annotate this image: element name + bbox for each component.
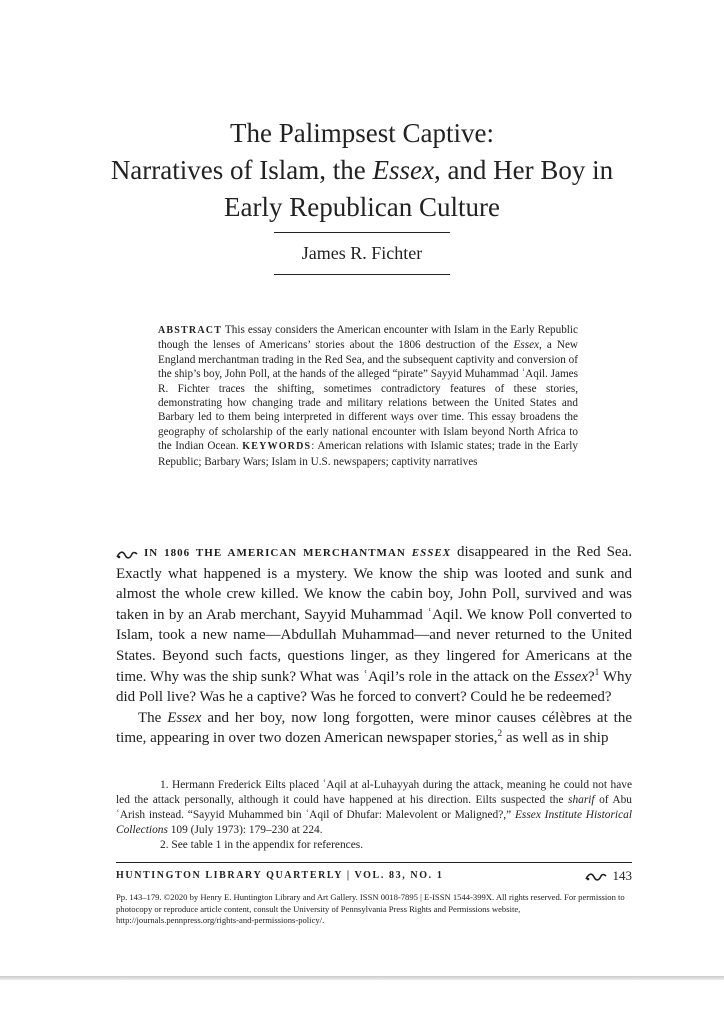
footnotes [116, 778, 632, 853]
lead-caps-italic: ESSEX [411, 547, 452, 559]
journal-name: HUNTINGTON LIBRARY QUARTERLY | VOL. 83, NO. 1 [116, 870, 444, 881]
p1-text-b: ? [587, 668, 595, 685]
title-line-1: The Palimpsest Captive: [230, 118, 494, 148]
page-number: 143 [612, 868, 632, 883]
swash-ornament-icon [585, 871, 607, 883]
footer-rule [116, 862, 632, 863]
paragraph-1 [116, 542, 632, 708]
swash-ornament-icon [116, 547, 138, 559]
title-line-2-start: Narratives of Islam, the [110, 155, 373, 185]
p1-text-c: Why did Poll live? Was he a captive? Was he forced to convert? Could he be redeemed? [116, 668, 632, 706]
author-rule-top [274, 232, 450, 233]
abstract-text-2: , a New England merchantman trading in the Red Sea, and the subsequent captivity and conversion of the ship’s boy, John Poll, at the hands of the alleged “pirate” Sayyid Muhammad ʿAqil. James R. Fichter traces the shifting, sometimes contradictory features of these stories, demonstrating how changing trade and military relations between the United States and Barbary led to them being interpreted in different ways over time. This essay broadens the geography of scholarship of the early national encounter with Islam beyond North Africa to the Indian Ocean. [158, 339, 578, 453]
footnote-ref-2[interactable]: 2 [497, 729, 503, 740]
keywords-label: KEYWORDS [242, 441, 312, 453]
author-rule-bottom [274, 274, 450, 275]
footnote-ref-1[interactable]: 1 [594, 667, 600, 678]
keywords-text: : American relations with Islamic states; trade in the Early Republic; Barbary Wars; Islam in U.S. newspapers; captivity narratives [158, 440, 578, 468]
title-line-3: Early Republican Culture [224, 192, 500, 222]
footnote-1 [116, 778, 632, 838]
title-line-2 [80, 152, 644, 189]
fn1-text-b: of Abu ʿArish instead. “Sayyid Muhammed bin ʿAqil of Dhufar: Malevolent or Maligned?,” [116, 794, 632, 821]
article-body [116, 542, 632, 749]
fn1-text-c: 109 (July 1973): 179–230 at 224. [167, 824, 323, 836]
abstract-italic-essex: Essex [513, 339, 540, 352]
fn1-italic-journal: Essex Institute Historical Collections [116, 809, 632, 836]
author-name: James R. Fichter [301, 243, 423, 263]
title-line-2-end: , and Her Boy in [433, 155, 614, 185]
abstract-label: ABSTRACT [158, 325, 223, 336]
abstract [158, 323, 578, 469]
running-footer [116, 870, 632, 881]
page-edge [0, 976, 724, 980]
p1-italic-essex: Essex [553, 668, 588, 685]
abstract-text-1: This essay considers the American encounter with Islam in the Early Republic though the lenses of Americans’ stories about the 1806 destruction of the [158, 324, 578, 352]
p1-text-a: disappeared in the Red Sea. Exactly what happened is a mystery. We know the ship was looted and sunk and almost the whole crew killed. We know the cabin boy, John Poll, survived and was taken in by an Arab merchant, Sayyid Muhammad ʿAqil. We know Poll converted to Islam, took a new name—Abdullah Muhammad—and never returned to the United States. Beyond such facts, questions linger, as they lingered for Americans at the time. Why was the ship sunk? What was ʿAqil’s role in the attack on the [116, 544, 632, 685]
page-number-group [585, 868, 633, 884]
fn1-italic-sharif: sharif [568, 794, 595, 806]
p2-text-a: The [138, 709, 168, 726]
p2-italic-essex: Essex [167, 709, 202, 726]
lead-caps: IN 1806 THE AMERICAN MERCHANTMAN [144, 547, 412, 559]
p2-text-b: and her boy, now long forgotten, were minor causes célèbres at the time, appearing in over two dozen American newspaper stories, [116, 709, 632, 747]
copyright-notice: Pp. 143–179. ©2020 by Henry E. Huntington Library and Art Gallery. ISSN 0018-7895 | E-ISSN 1544-399X. All rights reserved. For permission to photocopy or reproduce article content, consult the University of Pennsylvania Press Rights and Permissions website, http://journals.pennpress.org/rights-and-permissions-policy/. [116, 892, 625, 925]
paragraph-2 [116, 708, 632, 749]
fn1-text-a: 1. Hermann Frederick Eilts placed ʿAqil at al-Luhayyah during the attack, meaning he could not have led the attack personally, although it could have happened at his direction. Eilts suspected the [116, 779, 632, 806]
footnote-2: 2. See table 1 in the appendix for references. [160, 839, 364, 851]
title-italic-essex: Essex [372, 155, 434, 185]
article-title [80, 115, 644, 226]
p2-text-c: as well as in ship [502, 730, 609, 747]
